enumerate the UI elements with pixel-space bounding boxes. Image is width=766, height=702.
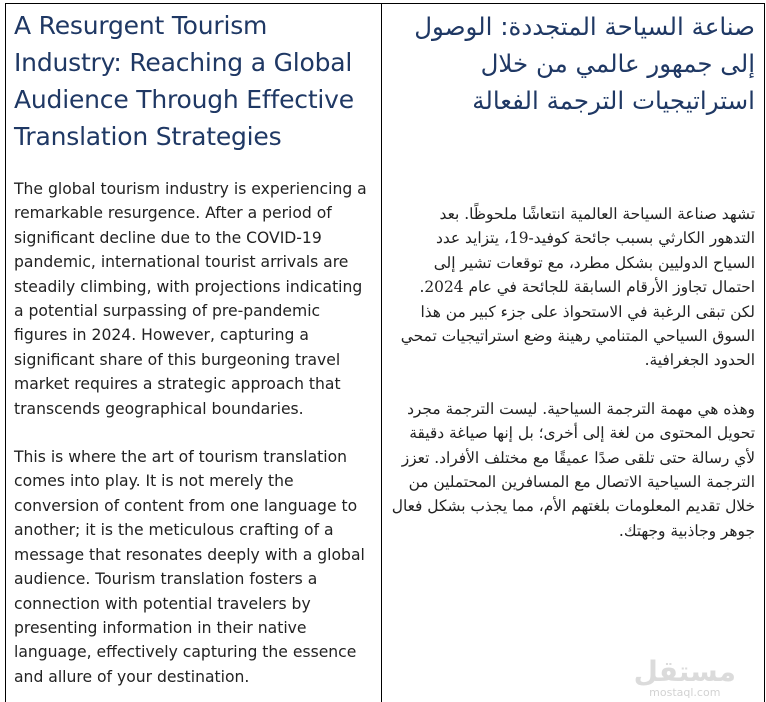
english-column <box>6 4 382 702</box>
arabic-column <box>382 4 764 702</box>
watermark-domain: mostaql.com <box>649 686 721 699</box>
arabic-title: صناعة السياحة المتجددة: الوصول إلى جمهور عالمي من خلال استراتيجيات الترجمة الفعالة <box>414 12 755 115</box>
arabic-paragraph-2: وهذه هي مهمة الترجمة السياحية. ليست الترجمة مجرد تحويل المحتوى من لغة إلى أخرى؛ بل إنها صياغة دقيقة لأي رسالة حتى تلقى صدًا عميقًا مع مختلف الأفراد. تعزز الترجمة السياحية الاتصال مع المسافرين المحتملين من خلال تقديم المعلومات بلغتهم الأم، مما يجذب بشكل فعال جوهر وجاذبية وجهتك. <box>391 399 755 540</box>
english-title: A Resurgent Tourism Industry: Reaching a Global Audience Through Effective Translation Strategies <box>14 11 354 151</box>
arabic-paragraph-1: تشهد صناعة السياحة العالمية انتعاشًا ملحوظًا. بعد التدهور الكارثي بسبب جائحة كوفيد-19، يتزايد عدد السياح الدوليين بشكل مطرد، مع توقعات تشير إلى احتمال تجاوز الأرقام السابقة للجائحة في عام 2024. لكن تبقى الرغبة في الاستحواذ على جزء كبير من هذا السوق السياحي المتنامي رهينة وضع استراتيجيات تمحي الحدود الجغرافية. <box>400 205 755 370</box>
english-paragraph-2: This is where the art of tourism translation comes into play. It is not merely the conversion of content from one language to another; it is the meticulous crafting of a message that resonates deeply with a global audience. Tourism translation fosters a connection with potential travelers by presenting information in their native language, effectively capturing the essence and allure of your destination. <box>14 448 365 686</box>
english-paragraph-1: The global tourism industry is experiencing a remarkable resurgence. After a period of significant decline due to the COVID-19 pandemic, international tourist arrivals are steadily climbing, with projections indicating a potential surpassing of pre-pandemic figures in 2024. However, capturing a significant share of this burgeoning travel market requires a strategic approach that transcends geographical boundaries. <box>14 180 367 418</box>
bilingual-table <box>5 3 765 702</box>
watermark-logo-text: مستقل <box>633 655 736 688</box>
mostaql-watermark <box>634 657 736 699</box>
